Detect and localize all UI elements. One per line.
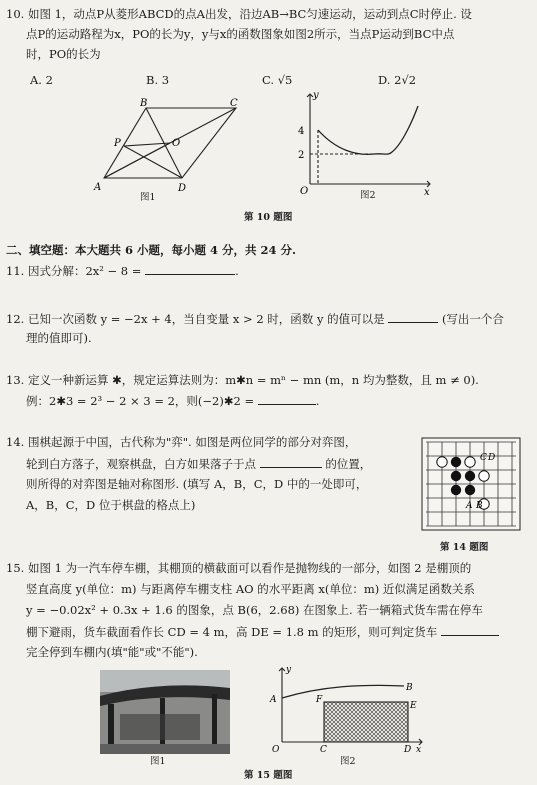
- go-board: [420, 436, 524, 536]
- white-stone: [437, 457, 447, 467]
- label-c: C: [230, 98, 238, 109]
- q11-stem: 11. 因式分解：2x² − 8 =: [6, 264, 142, 278]
- q15-line4: 棚下避雨，货车截面看作长 CD = 4 m，高 DE = 1.8 m 的矩形，则可判定货车: [26, 625, 438, 639]
- label-o: O: [172, 138, 181, 149]
- white-stone: [479, 471, 489, 481]
- white-stone: [465, 457, 475, 467]
- q10-figure-caption: 第 10 题图: [244, 212, 293, 223]
- q10-option-a: A. 2: [30, 73, 53, 87]
- black-stone: [451, 457, 461, 467]
- tick-2: 2: [298, 150, 305, 161]
- q12-line2: 理的值即可).: [26, 331, 92, 345]
- label-o: O: [272, 745, 280, 755]
- q11-answer-blank[interactable]: [145, 262, 235, 275]
- roof-curve: [282, 685, 404, 698]
- label-c: C: [320, 745, 327, 755]
- q15-fig2-caption: 图2: [340, 756, 356, 767]
- label-a: A: [270, 695, 277, 705]
- label-d: D: [178, 183, 187, 194]
- q14-line2b: 的位置，: [325, 457, 372, 471]
- q15-figure-caption: 第 15 题图: [244, 770, 293, 781]
- q13-answer-blank[interactable]: [258, 392, 316, 405]
- label-b: B: [140, 98, 148, 109]
- q10-fig1-rhombus: [90, 96, 250, 206]
- q10-option-b: B. 3: [146, 73, 170, 87]
- q14-line2: [26, 455, 371, 472]
- q10-option-d: D. 2√2: [378, 73, 417, 87]
- segment-po: [124, 143, 170, 146]
- q15-line2: 竖直高度 y(单位：m) 与距离停车棚支柱 AO 的水平距离 x(单位：m) 近似满足函数关系: [26, 582, 475, 596]
- q15-answer-blank[interactable]: [441, 623, 499, 636]
- q10-fig2-caption: 图2: [360, 190, 376, 201]
- label-d: D: [404, 745, 412, 755]
- black-stone: [465, 485, 475, 495]
- q10-fig1-caption: 图1: [140, 192, 156, 203]
- black-stone: [465, 471, 475, 481]
- q14-figure-caption: 第 14 题图: [440, 542, 489, 553]
- q15-line4-wrap: [26, 623, 499, 640]
- q10-option-c: C. √5: [262, 73, 293, 87]
- carport-photo: [100, 670, 230, 754]
- q10-line3: 时，PO的长为: [26, 47, 101, 61]
- q15-line5: 完全停到车棚内(填"能"或"不能").: [26, 645, 198, 659]
- label-a: A: [94, 182, 102, 193]
- q14-line3: 则所得的对弈图是轴对称图形. (填写 A，B，C，D 中的一处即可，: [26, 477, 368, 491]
- label-b: B: [406, 683, 413, 693]
- label-x: x: [416, 745, 422, 755]
- q12-line1: [6, 310, 504, 327]
- tick-4: 4: [298, 126, 305, 137]
- q12-stem-end: (写出一个合: [441, 312, 504, 326]
- q13-line1: 13. 定义一种新运算 ✱，规定运算法则为：m✱n = mⁿ − mn (m，n 均为整数，且 m ≠ 0).: [6, 373, 479, 387]
- q15-line3: y = −0.02x² + 0.3x + 1.6 的图象，点 B(6，2.68) 在图象上. 若一辆箱式货车需在停车: [26, 603, 483, 617]
- q10-line1: 10. 如图 1，动点P从菱形ABCD的点A出发，沿边AB→BC匀速运动，运动到点C时停止. 设: [6, 7, 472, 21]
- origin-label: O: [300, 186, 309, 196]
- q14-line4: A，B，C，D 位于棋盘的格点上): [26, 498, 196, 512]
- q11-text: 11. 因式分解：2x² − 8 = .: [6, 264, 239, 278]
- board-label-d: D: [488, 453, 496, 463]
- q10-fig2-graph: [296, 88, 436, 196]
- q15-fig1-caption: 图1: [150, 756, 166, 767]
- q12-answer-blank[interactable]: [388, 310, 438, 323]
- x-axis-label: x: [424, 187, 430, 196]
- board-label-c: C: [480, 453, 487, 463]
- q12-stem: 12. 已知一次函数 y = −2x + 4，当自变量 x > 2 时，函数 y 的值可以是: [6, 312, 385, 326]
- q10-line2: 点P的运动路程为x，PO的长为y，y与x的函数图象如图2所示，当点P运动到BC中点: [26, 27, 455, 41]
- truck-rectangle: [324, 702, 408, 742]
- label-p: P: [114, 138, 121, 149]
- q13-line2-wrap: 例：2✱3 = 2³ − 2 × 3 = 2，则(−2)✱2 = .: [26, 394, 320, 408]
- q14-line1: 14. 围棋起源于中国，古代称为"弈". 如图是两位同学的部分对弈图，: [6, 435, 357, 449]
- section-2-title: 二、填空题：本大题共 6 小题，每小题 4 分，共 24 分.: [6, 243, 297, 257]
- y-axis-label: y: [313, 90, 319, 101]
- q13-line2: 例：2✱3 = 2³ − 2 × 3 = 2，则(−2)✱2 =: [26, 394, 255, 408]
- q15-line1: 15. 如图 1 为一汽车停车棚，其棚顶的横截面可以看作是抛物线的一部分，如图 2 是棚顶的: [6, 561, 472, 575]
- label-f: F: [316, 695, 323, 705]
- graph-curve: [318, 106, 418, 154]
- label-y: y: [286, 665, 292, 675]
- black-stone: [451, 485, 461, 495]
- black-stone: [451, 471, 461, 481]
- board-label-b: B: [476, 501, 483, 511]
- q14-answer-blank[interactable]: [260, 455, 322, 468]
- board-label-a: A: [466, 501, 473, 511]
- q15-fig2-graph: [262, 662, 432, 756]
- q14-line2a: 轮到白方落子，观察棋盘，白方如果落子于点: [26, 457, 256, 471]
- label-e: E: [410, 701, 417, 711]
